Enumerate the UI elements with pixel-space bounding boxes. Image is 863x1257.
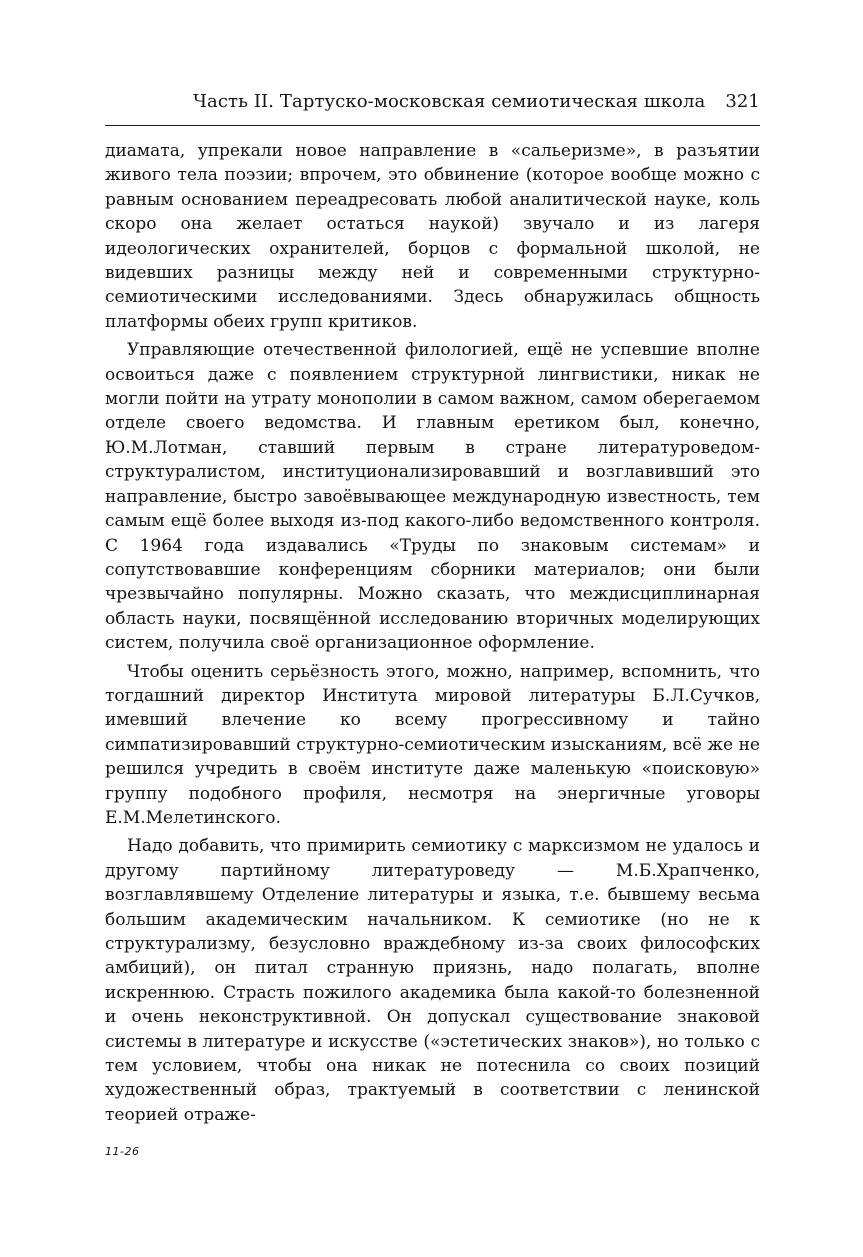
signature-mark: 11-26 xyxy=(105,1145,140,1158)
paragraph-3: Чтобы оценить серьёзность этого, можно, например, вспомнить, что тогдашний директор Института мировой литературы Б.Л.Сучков, имевший влечение ко всему прогрессивному и тайно симпатизировавший структурно-семиотическим изысканиям, всё же не решился учредить в своём институте даже маленькую «поисковую» группу подобного профиля, несмотря на энергичные уговоры Е.М.Мелетинского. xyxy=(105,661,760,828)
running-head xyxy=(105,91,760,112)
running-head-title: Часть II. Тартуско-московская семиотическая школа xyxy=(193,91,706,112)
header-rule xyxy=(105,125,760,126)
paragraph-2: Управляющие отечественной филологией, ещё не успевшие вполне освоиться даже с появлением структурной лингвистики, никак не могли пойти на утрату монополии в самом важном, самом оберегаемом отделе своего ведомства. И главным еретиком был, конечно, Ю.М.Лотман, ставший первым в стране литературоведом-структуралистом, институционализировавший и возглавивший это направление, быстро завоёвывающее международную известность, тем самым ещё более выходя из-под какого-либо ведомственного контроля. С 1964 года издавались «Труды по знаковым системам» и сопутствовавшие конференциям сборники материалов; они были чрезвычайно популярны. Можно сказать, что междисциплинарная область науки, посвящённой исследованию вторичных моделирующих систем, получила своё организационное оформление. xyxy=(105,340,760,654)
paragraph-4: Надо добавить, что примирить семиотику с марксизмом не удалось и другому партийному литературоведу — М.Б.Храпченко, возглавлявшему Отделение литературы и языка, т.е. бывшему весьма большим академическим начальником. К семиотике (но не к структурализму, безусловно враждебному из-за своих философских амбиций), он питал странную приязнь, надо полагать, вполне искреннюю. Страсть пожилого академика была какой-то болезненной и очень неконструктивной. Он допускал существование знаковой системы в литературе и искусстве («эстетических знаков»), но только с тем условием, чтобы она никак не потеснила со своих позиций художественный образ, трактуемый в соответствии с ленинской теорией отраже- xyxy=(105,836,760,1125)
body-text xyxy=(105,139,760,1127)
page-number: 321 xyxy=(725,91,760,112)
paragraph-1: диамата, упрекали новое направление в «сальеризме», в разъятии живого тела поэзии; впрочем, это обвинение (которое вообще можно с равным основанием переадресовать любой аналитической науке, коль скоро она желает остаться наукой) звучало и из лагеря идеологических охранителей, борцов с формальной школой, не видевших разницы между ней и современными структурно-семиотическими исследованиями. Здесь обнаружилась общность платформы обеих групп критиков. xyxy=(105,141,760,332)
